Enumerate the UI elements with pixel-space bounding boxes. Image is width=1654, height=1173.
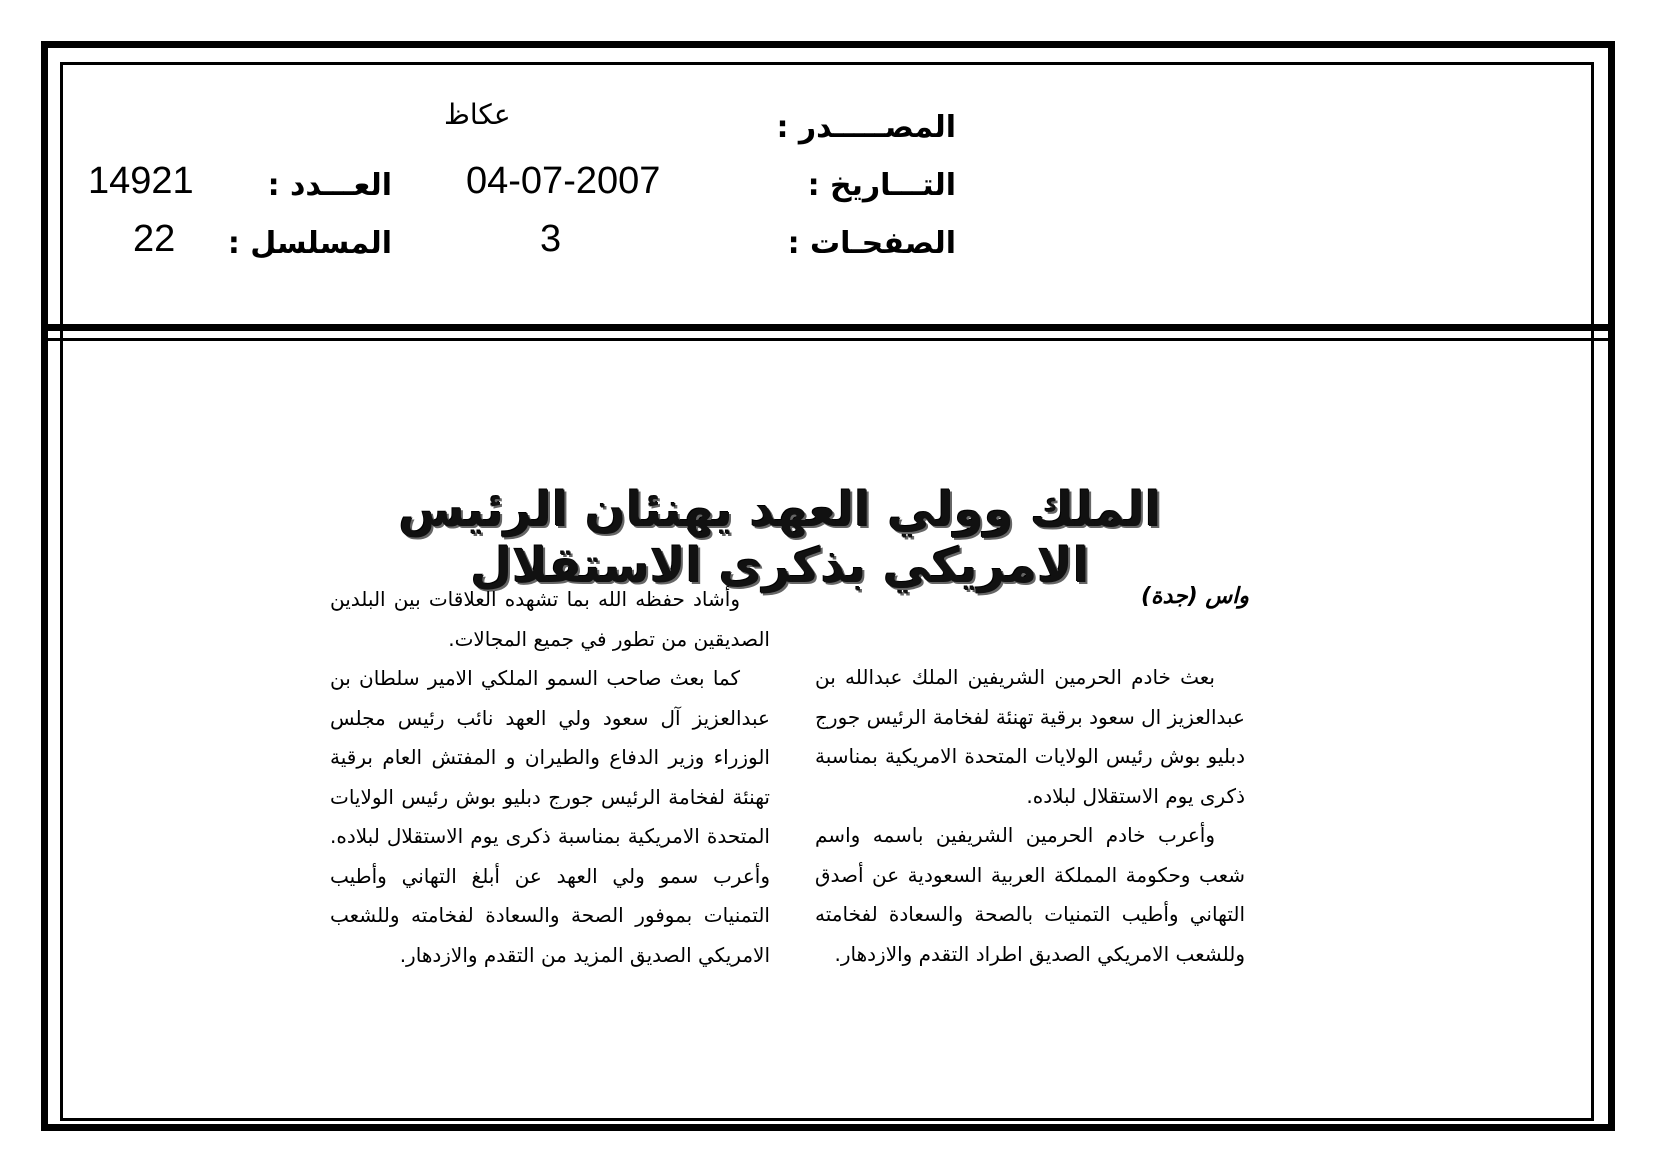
pages-value: 3 (540, 218, 562, 260)
article-headline: الملك وولي العهد يهنئان الرئيس الامريكي بذكرى الاستقلال (398, 482, 1162, 594)
header-divider-thick (41, 324, 1615, 331)
serial-label: المسلسل : (227, 226, 392, 261)
column-left-paragraph-2: كما بعث صاحب السمو الملكي الامير سلطان بن عبدالعزيز آل سعود ولي العهد نائب رئيس مجلس الوزراء وزير الدفاع والطيران و المفتش العام برقية تهنئة لفخامة الرئيس جورج دبليو بوش رئيس الولايات المتحدة الامريكية بمناسبة ذكرى يوم الاستقلال لبلاده. وأعرب سمو ولي العهد عن أبلغ التهاني وأطيب التمنيات بموفور الصحة والسعادة لفخامته وللشعب الامريكي الصديق المزيد من التقدم والازدهار. (330, 666, 770, 967)
date-label: التـــاريخ : (807, 168, 956, 203)
date-value: 04-07-2007 (466, 160, 661, 202)
column-right-paragraph-1: بعث خادم الحرمين الشريفين الملك عبدالله بن عبدالعزيز ال سعود برقية تهنئة لفخامة الرئيس جورج دبليو بوش رئيس الولايات المتحدة الامريكية بمناسبة ذكرى يوم الاستقلال لبلاده. (815, 665, 1245, 808)
issue-value: 14921 (88, 160, 194, 202)
column-left-paragraph-1: وأشاد حفظه الله بما تشهده العلاقات بين البلدين الصديقين من تطور في جميع المجالات. (330, 587, 770, 651)
article-column-left (330, 580, 770, 975)
source-value: عكاظ (444, 98, 511, 131)
pages-label: الصفحـات : (787, 226, 956, 261)
header-divider-thin (41, 338, 1615, 341)
article-byline: واس (جدة) (1140, 584, 1249, 609)
column-right-paragraph-2: وأعرب خادم الحرمين الشريفين باسمه واسم شعب وحكومة المملكة العربية السعودية عن أصدق التهاني وأطيب التمنيات بالصحة والسعادة لفخامته وللشعب الامريكي الصديق اطراد التقدم والازدهار. (815, 823, 1245, 966)
serial-value: 22 (133, 218, 176, 260)
article-column-right (815, 658, 1245, 974)
issue-label: العـــدد : (267, 168, 392, 203)
source-label: المصـــــدر : (776, 110, 956, 145)
